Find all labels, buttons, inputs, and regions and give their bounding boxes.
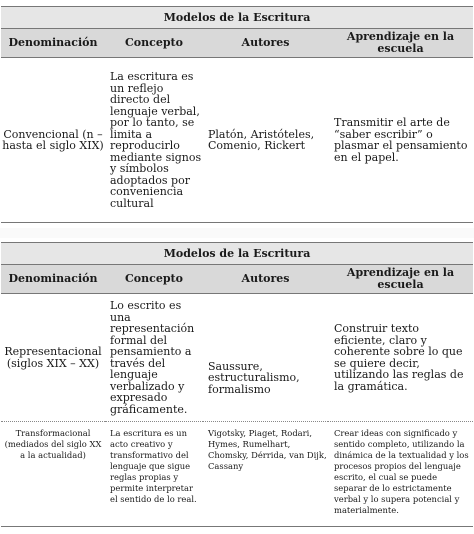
header-aprendizaje: Aprendizaje en la escuela: [328, 265, 473, 294]
row-autores: Vigotsky, Piaget, Rodari, Hymes, Rumelhart, Chomsky, Dérrida, van Dijk, Cassany: [203, 422, 328, 527]
row-aprendizaje: Transmitir el arte de “saber escribir” o plasmar el pensamiento en el papel.: [328, 58, 473, 223]
table-title: Modelos de la Escritura: [1, 7, 473, 29]
table-separator: [0, 228, 474, 238]
row-autores: Saussure, estructuralismo, formalismo: [203, 294, 328, 422]
header-autores: Autores: [203, 29, 328, 58]
row-denominacion: Representacional (siglos XIX – XX): [1, 294, 105, 422]
row-denominacion: Transformacional (mediados del siglo XX a la actualidad): [1, 422, 105, 527]
writing-models-table-2: [1, 242, 473, 527]
header-concepto: Concepto: [105, 29, 203, 58]
table-row: [1, 58, 473, 223]
writing-models-table-1: [1, 6, 473, 223]
row-concepto: La escritura es un acto creativo y transformativo del lenguaje que sigue reglas propias y permite interpretar el sentido de lo real.: [105, 422, 203, 527]
row-autores: Platón, Aristóteles, Comenio, Rickert: [203, 58, 328, 223]
header-denominacion: Denominación: [1, 265, 105, 294]
row-aprendizaje: Construir texto eficiente, claro y coherente sobre lo que se quiere decir, utilizando las reglas de la gramática.: [328, 294, 473, 422]
header-denominacion: Denominación: [1, 29, 105, 58]
table-row: [1, 422, 473, 527]
row-concepto: La escritura es un reflejo directo del lenguaje verbal, por lo tanto, se limita a reproducirlo mediante signos y símbolos adoptados por conveniencia cultural: [105, 58, 203, 223]
row-denominacion: Convencional (n – hasta el siglo XIX): [1, 58, 105, 223]
row-aprendizaje: Crear ideas con significado y sentido completo, utilizando la dinámica de la textualidad y los procesos propios del lenguaje escrito, el cual se puede separar de lo estrictamente verbal y lo supera potencial y materialmente.: [328, 422, 473, 527]
table-title: Modelos de la Escritura: [1, 243, 473, 265]
header-aprendizaje: Aprendizaje en la escuela: [328, 29, 473, 58]
header-autores: Autores: [203, 265, 328, 294]
header-concepto: Concepto: [105, 265, 203, 294]
table-row: [1, 294, 473, 422]
row-concepto: Lo escrito es una representación formal del pensamiento a través del lenguaje verbalizado y expresado gráficamente.: [105, 294, 203, 422]
